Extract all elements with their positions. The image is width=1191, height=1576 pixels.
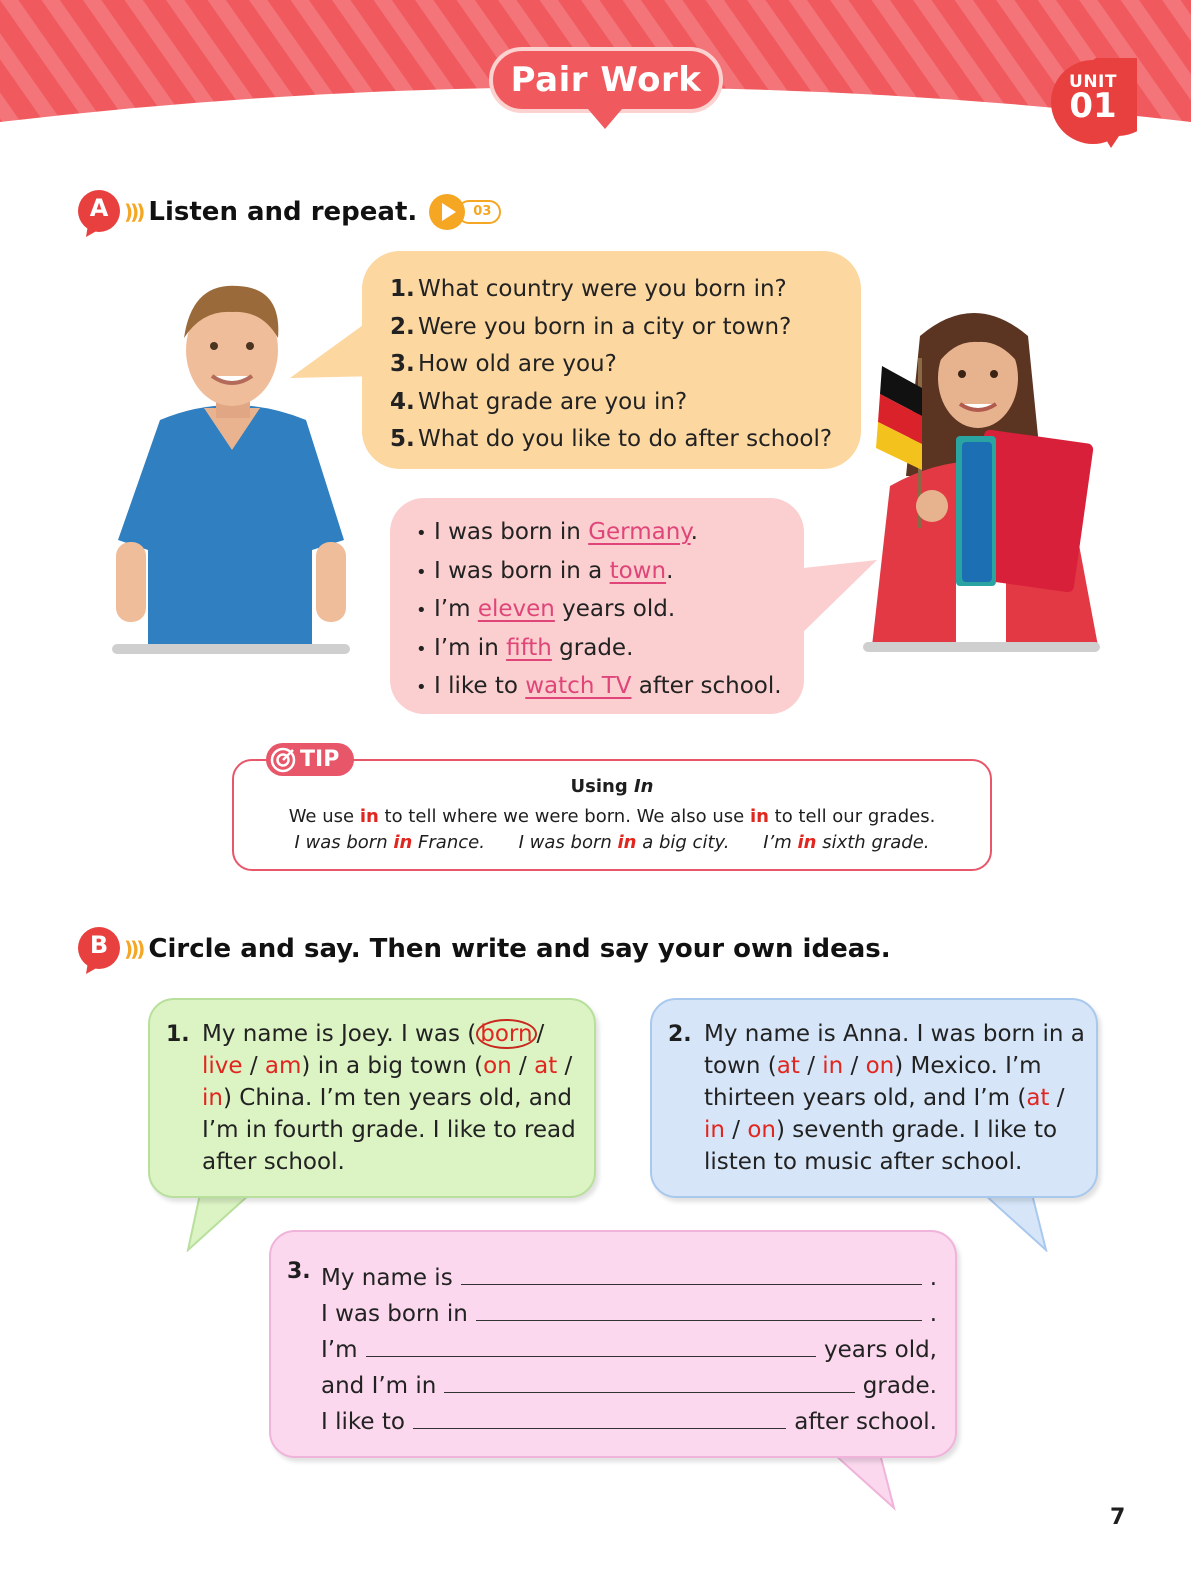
tip-example-text: sixth grade. [816,832,930,853]
answer-item: • I was born in a town. [416,557,674,584]
pink-bubble-tail [832,1454,902,1512]
option[interactable]: live [202,1053,243,1079]
exercise-text: ) China. I’m ten years old, and I’m in fourth grade. I like to read after school. [202,1085,576,1175]
sound-waves-icon: ))) [124,200,143,224]
section-b-badge [78,926,124,972]
question-number: 3. [390,351,415,377]
tip-example-text: France. [412,832,485,853]
option[interactable]: in [822,1053,844,1079]
answer-text: . [690,519,698,545]
section-b-heading [78,926,891,972]
girl-illustration [862,296,1106,646]
tip-example [763,832,929,853]
fill-prompt: I like to [321,1409,405,1435]
fill-row-birthplace [321,1291,937,1327]
title-pointer [588,109,622,129]
tip-example-text: I’m [763,832,798,853]
exercise-1-text: My name is Joey. I was ( born / live / am) in a big town (on / at / in) China. I’m ten years old, and I’m in fourth grade. I like to read after school. [202,1021,576,1175]
exercise-text: My name is Joey. I was [202,1021,468,1047]
play-icon[interactable] [429,194,465,230]
question-text: What grade are you in? [418,388,688,415]
fill-prompt: I was born in [321,1301,468,1327]
question-number: 5. [390,426,415,452]
tip-label: TIP [300,747,340,772]
answer-text: . [666,557,674,584]
fill-suffix: after school. [794,1409,937,1435]
tip-keyword: in [749,806,769,827]
fill-prompt: and I’m in [321,1373,437,1399]
exercise-1-bubble [148,998,596,1198]
answer-text: after school. [631,673,782,699]
tip-title-word: In [633,776,654,797]
tip-title-text: Using [570,776,634,797]
answer-text: I’m in [434,634,507,661]
option[interactable]: on [865,1053,895,1079]
sound-waves-icon: ))) [124,937,143,961]
fill-row-hobby [321,1399,937,1435]
unit-badge [1049,58,1137,144]
fill-row-age [321,1327,937,1363]
answer-text: I was born in a [434,557,610,584]
unit-number: 01 [1069,86,1117,126]
separator: / [536,1021,545,1047]
target-icon [270,747,296,773]
exercise-text: My name is Anna. I was born in a town ( [704,1021,1085,1079]
exercise-text: ) in a big town ( [301,1053,484,1079]
fill-prompt: My name is [321,1265,453,1291]
option[interactable]: at [534,1053,558,1079]
answer-keyword: eleven [477,596,555,622]
answer-text: I like to [434,673,526,699]
question-text: What do you like to do after school? [418,426,833,452]
answer-keyword: town [609,557,667,584]
section-b-title: Circle and say. Then write and say your own ideas. [148,934,891,964]
exercise-2-bubble [650,998,1098,1198]
question-number: 2. [390,313,415,340]
question-number: 4. [390,388,415,415]
section-a-title: Listen and repeat. [148,197,418,227]
section-a-letter: A [89,194,109,222]
question-bubble [362,251,861,469]
answer-keyword: Germany [588,519,691,545]
blank-line[interactable] [413,1427,786,1429]
section-a-heading [78,189,501,235]
exercise-number: 1. [166,1022,190,1047]
fill-suffix: grade. [862,1373,937,1399]
exercise-number: 2. [668,1022,692,1047]
question-text: Were you born in a city or town? [418,313,792,340]
option[interactable]: on [747,1117,776,1143]
tip-title [232,776,992,797]
answer-item: • I’m in fifth grade. [416,634,634,661]
answer-item: • I was born in Germany. [416,519,698,545]
tip-example-text: a big city. [636,832,730,853]
girl-shelf [863,642,1100,652]
tip-example-text: I was born [294,832,394,853]
tip-keyword: in [617,832,637,853]
page-title-pill [489,47,723,113]
option[interactable]: in [704,1117,725,1143]
fill-prompt: I’m [321,1337,358,1363]
tip-examples [232,832,992,853]
blank-line[interactable] [444,1391,854,1393]
answer-item: • I’m eleven years old. [416,596,676,622]
option[interactable]: am [264,1053,302,1079]
exercise-text: ) seventh grade. I like to listen to music after school. [704,1117,1058,1175]
answer-text: I’m [434,596,478,622]
tip-text-part: to tell where we were born. We also use [378,806,750,827]
question-item [390,309,861,347]
question-item [390,271,861,309]
tip-example [519,832,730,853]
option[interactable]: in [202,1085,223,1111]
answer-text: years old. [554,596,676,622]
fill-suffix: . [929,1265,937,1291]
blank-line[interactable] [461,1283,922,1285]
answer-text: I was born in [434,519,589,545]
answer-item: • I like to watch TV after school. [416,673,782,699]
girl-photo [862,296,1106,646]
fill-suffix: years old, [824,1337,937,1363]
exercise-number: 3. [287,1259,311,1284]
blank-line[interactable] [366,1355,817,1357]
exercise-text: ) Mexico. I’m thirteen years old, and I’m ( [704,1053,1042,1111]
tip-keyword: in [393,832,413,853]
fill-row-grade [321,1363,937,1399]
tip-text-part: We use [288,806,360,827]
option[interactable]: at [1026,1085,1050,1111]
page-title: Pair Work [510,60,702,100]
tip-keyword: in [797,832,817,853]
green-bubble-tail [186,1194,256,1252]
option[interactable]: at [776,1053,800,1079]
answer-keyword: fifth [506,634,552,661]
fill-suffix: . [929,1301,937,1327]
section-b-letter: B [89,931,109,959]
question-item [390,346,861,384]
tip-text-part: to tell our grades. [768,806,936,827]
track-number: 03 [457,200,501,224]
separator: / [242,1053,265,1079]
question-text: What country were you born in? [418,276,787,302]
blue-bubble-tail [982,1194,1052,1252]
tip-example [294,832,484,853]
tip-tag [266,743,354,776]
blank-line[interactable] [476,1319,922,1321]
section-a-badge [78,189,124,235]
question-item [390,384,861,422]
audio-track-button[interactable] [429,194,501,230]
page-number: 7 [1110,1505,1126,1530]
option[interactable]: on [483,1053,512,1079]
answer-keyword: watch TV [525,673,632,699]
unit-label: UNIT [1069,72,1117,92]
question-item [390,421,861,459]
tip-keyword: in [359,806,379,827]
answer-text: grade. [551,634,634,661]
tip-text [232,806,992,827]
boy-shelf [112,644,350,654]
question-number: 1. [390,276,415,302]
option-circled[interactable]: born [476,1019,536,1049]
exercise-2-text: My name is Anna. I was born in a town (at / in / on) Mexico. I’m thirteen years old, and I’m (at / in / on) seventh grade. I like to listen to music after school. [704,1021,1085,1175]
tip-example-text: I was born [518,832,618,853]
fill-row-name [321,1255,937,1291]
question-text: How old are you? [418,351,617,377]
answer-bubble [390,498,804,714]
